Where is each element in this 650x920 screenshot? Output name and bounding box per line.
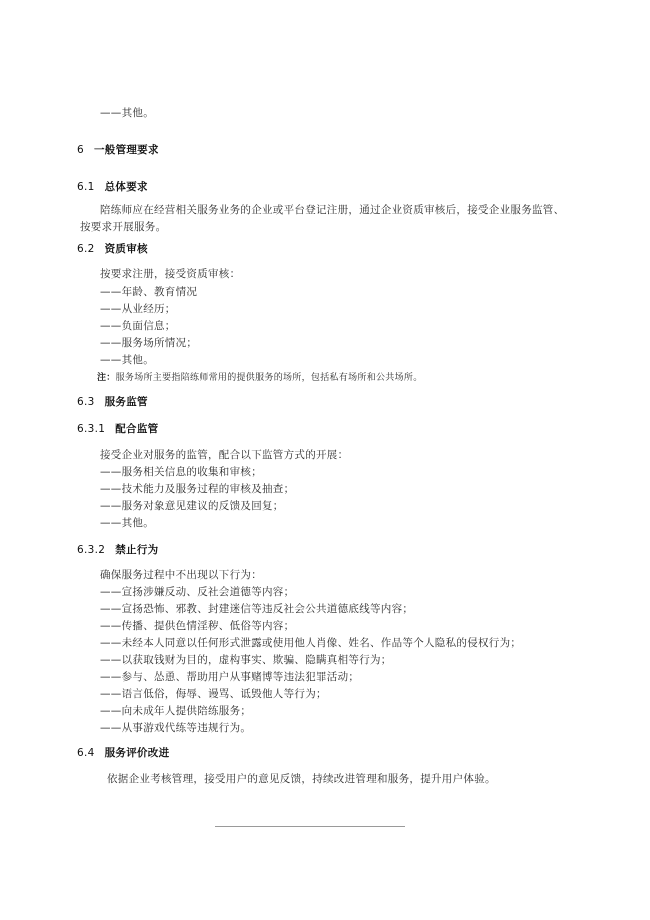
list-item: ——负面信息； (100, 320, 176, 332)
list-item: ——参与、怂恿、帮助用户从事赌博等违法犯罪活动； (100, 671, 360, 683)
list-item: ——年龄、教育情况 (100, 286, 198, 298)
section-title: 禁止行为 (115, 544, 159, 556)
list-item: ——服务场所情况； (100, 337, 198, 349)
section-title: 一般管理要求 (93, 144, 159, 156)
paragraph-lead: 接受企业对服务的监管，配合以下监管方式的开展： (100, 449, 349, 461)
section-title: 服务监管 (104, 396, 148, 408)
list-item: ——宣扬涉嫌反动、反社会道德等内容； (100, 586, 295, 598)
section-heading-6-2 (77, 242, 148, 256)
section-title: 服务评价改进 (104, 747, 170, 759)
section-heading-6-3 (77, 395, 148, 409)
section-heading-6-4 (77, 746, 169, 760)
section-title: 总体要求 (104, 181, 148, 193)
section-heading-6 (77, 143, 159, 157)
list-item: ——其他。 (100, 354, 154, 366)
paragraph-line: 按要求开展服务。 (80, 221, 167, 233)
note-text: 服务场所主要指陪练师常用的提供服务的场所，包括私有场所和公共场所。 (115, 373, 423, 383)
list-item: ——从业经历； (100, 303, 176, 315)
note-label: 注： (97, 373, 116, 383)
section-number: 6.3 (77, 396, 95, 408)
list-item: ——服务相关信息的收集和审核； (100, 466, 262, 478)
list-item: ——传播、提供色情淫秽、低俗等内容； (100, 620, 295, 632)
section-heading-6-3-1 (77, 422, 158, 436)
list-item: ——以获取钱财为目的，虚构事实、欺骗、隐瞒真相等行为； (100, 654, 392, 666)
list-item: ——未经本人同意以任何形式泄露或使用他人肖像、姓名、作品等个人隐私的侵权行为； (100, 637, 522, 649)
section-title: 配合监管 (115, 423, 159, 435)
paragraph-line: 陪练师应在经营相关服务业务的企业或平台登记注册，通过企业资质审核后，接受企业服务监管、 (100, 204, 565, 216)
end-divider (215, 826, 405, 827)
section-number: 6.1 (77, 181, 95, 193)
section-number: 6 (77, 144, 84, 156)
section-number: 6.2 (77, 243, 95, 255)
list-item: ——语言低俗，侮辱、谩骂、诋毁他人等行为； (100, 688, 327, 700)
section-number: 6.4 (77, 747, 95, 759)
list-item: ——服务对象意见建议的反馈及回复； (100, 500, 284, 512)
list-item: ——宣扬恐怖、邪教、封建迷信等违反社会公共道德底线等内容； (100, 603, 414, 615)
section-heading-6-1 (77, 180, 148, 194)
section-number: 6.3.1 (77, 423, 106, 435)
list-item: ——技术能力及服务过程的审核及抽查； (100, 483, 295, 495)
list-item: ——其他。 (100, 517, 154, 529)
list-item: ——向未成年人提供陪练服务； (100, 705, 252, 717)
section-heading-6-3-2 (77, 543, 158, 557)
section-number: 6.3.2 (77, 544, 106, 556)
paragraph-lead: 确保服务过程中不出现以下行为： (100, 569, 262, 581)
section-title: 资质审核 (104, 243, 148, 255)
paragraph: 依据企业考核管理，接受用户的意见反馈，持续改进管理和服务，提升用户体验。 (107, 773, 496, 785)
list-item: ——其他。 (100, 107, 154, 119)
note (97, 371, 423, 385)
list-item: ——从事游戏代练等违规行为。 (100, 722, 252, 734)
paragraph-lead: 按要求注册，接受资质审核： (100, 268, 241, 280)
